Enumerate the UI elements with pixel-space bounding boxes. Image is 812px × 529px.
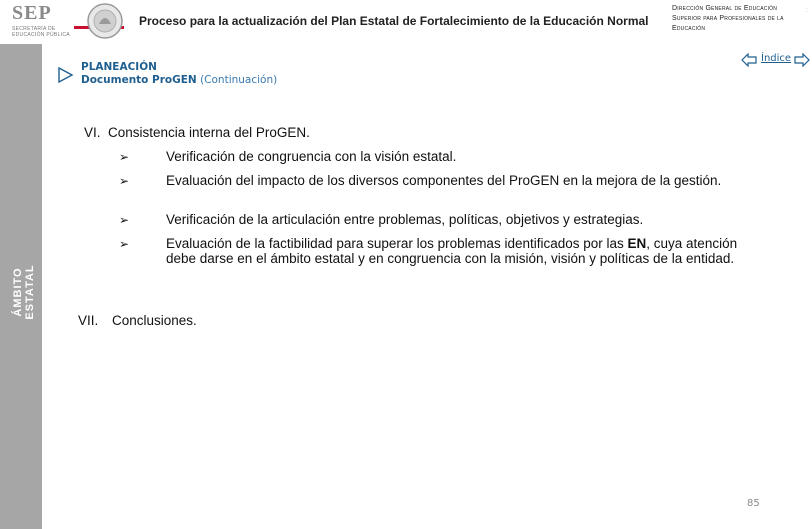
section-subtitle — [81, 74, 277, 86]
list-text: Consistencia interna del ProGEN. — [108, 125, 310, 140]
arrow-bullet-icon: ➢ — [119, 150, 130, 164]
bullet-item — [119, 173, 759, 205]
arrow-left-icon[interactable] — [741, 53, 757, 67]
page-number: 85 — [747, 498, 760, 509]
header-department: Dirección General de Educación Superior para Profesionales de la Educación — [672, 5, 784, 32]
bullet-text-emphasis: EN — [627, 236, 647, 251]
bullet-text — [166, 236, 738, 266]
list-text: Conclusiones. — [112, 313, 197, 328]
sidebar — [0, 44, 42, 529]
list-number: VI. — [84, 125, 101, 140]
bullet-text: Verificación de la articulación entre problemas, políticas, objetivos y estrategias. — [166, 212, 644, 227]
bullet-item — [119, 236, 759, 284]
bullet-item — [119, 212, 759, 228]
arrow-bullet-icon: ➢ — [119, 174, 130, 188]
list-number: VII. — [78, 313, 99, 328]
section-title: PLANEACIÓN — [81, 61, 157, 73]
section-subtitle-main: Documento ProGEN — [81, 74, 197, 86]
bullet-text-part: , cuya atención debe darse en el ámbito estatal y en congruencia con la misión, visión y políticas de la entidad. — [166, 236, 738, 266]
index-link[interactable]: Índice — [761, 53, 792, 64]
sep-logo-word: SEP — [12, 2, 52, 24]
arrow-right-icon[interactable] — [794, 53, 810, 67]
sep-logo-subtitle: SECRETARÍA DE EDUCACIÓN PÚBLICA — [12, 26, 70, 38]
bullet-text: Evaluación del impacto de los diversos componentes del ProGEN en la mejora de la gestión. — [166, 173, 722, 188]
arrow-bullet-icon: ➢ — [119, 213, 130, 227]
header — [0, 0, 812, 44]
national-seal-icon — [86, 2, 124, 40]
play-outline-icon — [56, 66, 74, 84]
sidebar-label: ÁMBITO ESTATAL — [12, 264, 36, 320]
header-title: Proceso para la actualización del Plan Estatal de Fortalecimiento de la Educación Normal — [139, 14, 649, 28]
bullet-text-part: Evaluación de la factibilidad para superar los problemas identificados por las — [166, 236, 628, 251]
bullet-text: Verificación de congruencia con la visión estatal. — [166, 149, 457, 164]
header-edge-mark: : — [806, 8, 808, 14]
section-subtitle-continuation: (Continuación) — [200, 74, 278, 86]
bullet-item — [119, 149, 759, 165]
sep-logo — [4, 2, 74, 42]
arrow-bullet-icon: ➢ — [119, 237, 130, 251]
